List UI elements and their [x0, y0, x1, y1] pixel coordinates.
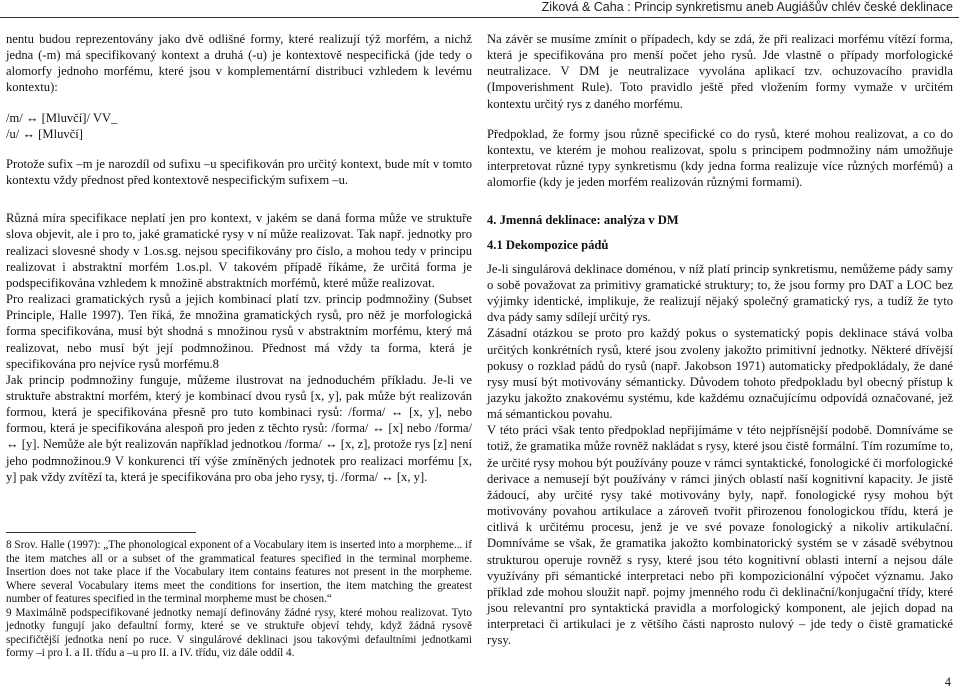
left-paragraph-3: Různá míra specifikace neplatí jen pro kontext, v jakém se daná forma může ve struktuře slova objevit, ale i pro to, jaké gramatické rysy v ní může realizovat. Tak např. jednotky pro realizaci slovesné shody v 1.os.sg. nejsou specifikovány pro číslo, a mohou tedy v principu realizovat i abstraktní morfém 1.os.pl. V takovém případě říkáme, že určitá forma je podspecifikována vzhledem k množině abstraktních morfémů, které může realizovat.	[6, 211, 472, 290]
left-column	[6, 31, 472, 485]
page-number: 4	[944, 675, 951, 689]
footnote-8: 8 Srov. Halle (1997): „The phonological exponent of a Vocabulary item is inserted into a morpheme... if the item matches all or a subset of the grammatical features specified in the terminal morpheme. Insertion does not take place if the Vocabulary item contains features not present in the morpheme. Where several Vocabulary items meet the conditions for insertion, the item matching the greatest number of features specified in the terminal morpheme must be chosen.“	[6, 539, 472, 606]
header-rule	[0, 17, 959, 18]
right-paragraph-3: Je-li singulárová deklinace doménou, v níž platí princip synkretismu, nemůžeme pády samy o sobě považovat za primitivy gramatické struktury; to, že jsou formy pro DAT a LOC bez výjimky identické, implikuje, že realizují nějaký společný gramatický rys, a tudíž že tyto dva pády samy sdílejí určitý rys.	[487, 261, 953, 325]
right-paragraph-2: Předpoklad, že formy jsou různě specifické co do rysů, které mohou realizovat, a co do kontextu, ve kterém je mohou realizovat, spolu s principem podmnožiny nám umožňuje interpretovat různé typy synkretismu (kdy jedna forma realizuje více různých morfémů) a alomorfie (kdy je jeden morfém realizován různými formami).	[487, 126, 953, 190]
right-column	[487, 31, 953, 648]
right-paragraph-5: V této práci však tento předpoklad nepřijímáme v této nejpřísnější podobě. Domníváme se totiž, že gramatika může rovněž nakládat s rysy, které jsou čistě formální. Tím rozumíme to, že určité rysy mohou být používány pouze v rámci syntaktické, fonologické či morfologické derivace a nemusejí být používány v rámci jiných oblastí naší kognitivní kapacity. Je jistě žádoucí, aby určité rysy také motivovány byly, např. fonologické rysy mohou být motivovány povahou artikulace a zároveň tvořit přirozenou fonologickou třídu, která je citlivá k určitému procesu, jenž je ve své povaze fonologický a nikoliv artikulační. Domníváme se však, že gramatika jakožto kombinatorický systém se v zásadě svébytnou strukturou operuje rovněž s rysy, které jsou této kognitivní oblasti interní a nejsou dále využívány při sémantické interpretaci nebo při kompozicionální výpočet významu. Jako příklad zde mohou sloužit např. pojmy jmenného rodu či deklinační/konjugační třídy, které jsou relevantní pro syntaktická pravidla a morfologický komponent, ale jejich dopad na interpretaci či artikulaci je z většího části naprosto nulový – jde tedy o čistě gramatické rysy.	[487, 423, 953, 648]
rule-u: /u/ ↔ [Mluvčí]	[6, 126, 83, 141]
footnote-separator	[6, 532, 196, 533]
rule-m: /m/ ↔ [Mluvčí]/ VV_	[6, 110, 118, 125]
left-paragraph-1: nentu budou reprezentovány jako dvě odlišné formy, které realizují týž morfém, a nichž jedna (-m) má specifikovaný kontext a druhá (-u) je kontextově nespecifická (jde tedy o alomorfy jednoho morfému, které jsou v komplementární distribuci vzhledem k levému kontextu):	[6, 32, 472, 95]
right-paragraph-4: Zásadní otázkou se proto pro každý pokus o systematický popis deklinace stává volba určitých konkrétních rysů, které jsou zvoleny jakožto primitivní jednotky. Některé dřívější pokusy o rozklad pádů do rysů (např. Jakobson 1971) automaticky předpokládaly, že dané rysy musí být motivovány sémanticky. Důvodem tohoto předpokladu byl obecný přístup k jazyku jakožto znakovému systému, kde každému označujícímu odpovídá označované, jež má sémantickou povahu.	[487, 326, 953, 422]
running-header: Ziková & Caha : Princip synkretismu aneb Augiášův chlév české deklinace	[541, 0, 953, 14]
footnotes	[6, 532, 472, 661]
left-paragraph-2: Protože sufix –m je narozdíl od sufixu –u specifikován pro určitý kontext, bude mít v tomto kontextu vždy přednost před kontextově nespecifickým sufixem –u.	[6, 156, 472, 188]
left-paragraph-5: Jak princip podmnožiny funguje, můžeme ilustrovat na jednoduchém příkladu. Je-li ve struktuře abstraktní morfém, který je kombinací dvou rysů [x, y], pak může být realizován formou, která je specifikována přesně pro tuto kombinaci rysů: /forma/ ↔ [x, y], nebo formou, která je specifikována alespoň pro jeden z těchto rysů: /forma/ ↔ [x] nebo /forma/ ↔ [y]. Nemůže ale být realizován například jednotkou /forma/ ↔ [x, z], protože rys [z] není jeho podmnožinou.9 V konkurenci tří výše zmíněných jednotek pro realizaci morfému [x, y] pak vždy zvítězí ta, která je specifikována pro oba jeho rysy, tj. /forma/ ↔ [x, y].	[6, 372, 472, 484]
right-paragraph-1: Na závěr se musíme zmínit o případech, kdy se zdá, že při realizaci morfému vítězí forma, která je specifikována pro menší počet jeho rysů. Jde vlastně o případy morfologické neutralizace. V DM je neutralizace vyvolána aplikací tzv. ochuzovacího pravidla (Impoverishment Rule). Toto pravidlo ještě před vložením formy vymaže v určitém kontextu určitý rys z daného morfému.	[487, 32, 953, 111]
subsection-heading: 4.1 Dekompozice pádů	[487, 237, 609, 252]
section-heading: 4. Jmenná deklinace: analýza v DM	[487, 213, 679, 228]
footnote-9: 9 Maximálně podspecifikované jednotky nemají definovány žádné rysy, které mohou realizovat. Tyto jednotky fungují jako defaultní formy, které se ve struktuře objeví tehdy, když žádná rysově specifičtější jednotka není po ruce. V singulárové deklinaci jsou takovými defaultními jednotkami formy –i pro I. a II. třídu a –u pro II. a IV. třídu, viz dále oddíl 4.	[6, 606, 472, 660]
left-paragraph-4: Pro realizaci gramatických rysů a jejich kombinací platí tzv. princip podmnožiny (Subset Principle, Halle 1997). Ten říká, že množina gramatických rysů, pro něž je morfologická forma specifikována, musí být shodná s množinou rysů v abstraktním morfému, který má realizovat, nebo musí být její podmnožinou. Přednost má vždy ta forma, která je specifikována pro nejvíce rysů morfému.8	[6, 292, 472, 371]
